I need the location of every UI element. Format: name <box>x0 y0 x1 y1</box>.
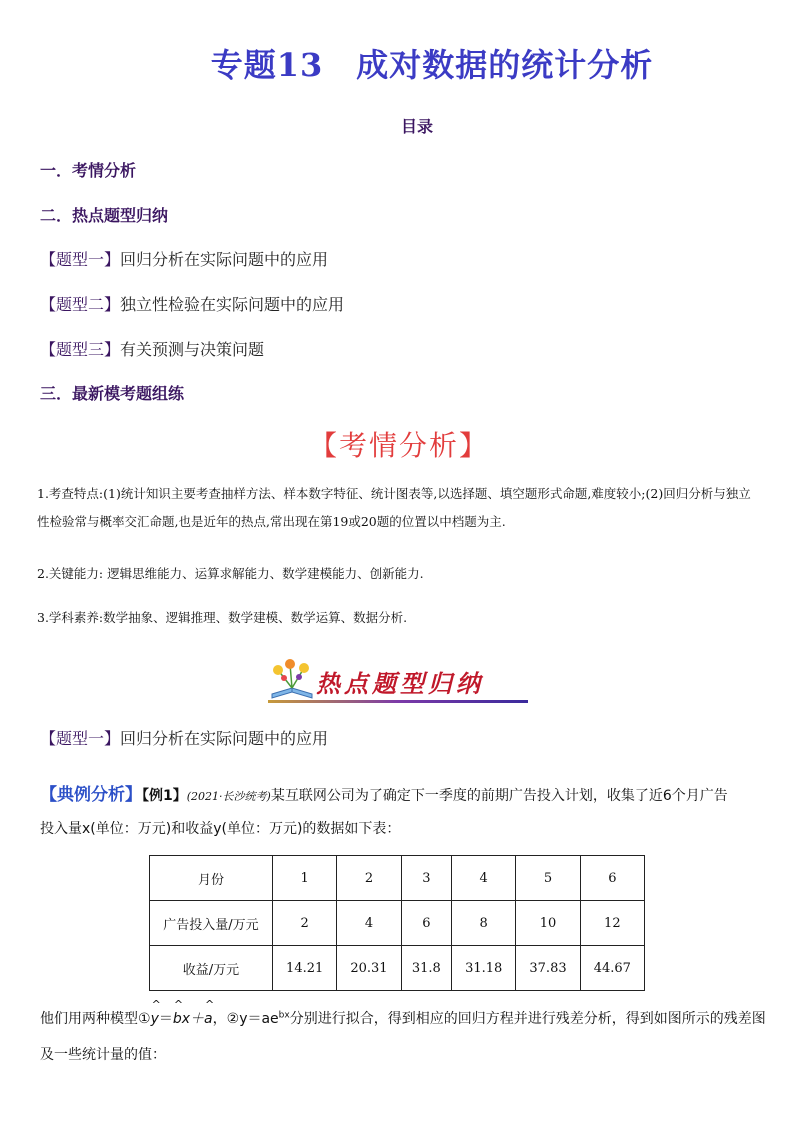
page-title: 专题13 成对数据的统计分析 <box>210 46 654 84</box>
model-description-line-1 <box>40 1008 766 1028</box>
table-cell: 10 <box>516 901 580 946</box>
table-cell: 2 <box>273 901 337 946</box>
table-cell: 4 <box>452 856 516 901</box>
toc-item-bracket: 【题型二】 <box>40 295 121 314</box>
toc-heading: 目录 <box>400 117 433 136</box>
emblem-underline <box>268 700 528 703</box>
model-1-x: x＋ <box>181 1011 205 1027</box>
table-cell: 5 <box>516 856 580 901</box>
table-cell: 20.31 <box>337 946 401 991</box>
model-1-eq: ＝ <box>158 1011 173 1027</box>
table-row-label: 收益/万元 <box>150 946 273 991</box>
table-cell: 8 <box>452 901 516 946</box>
toc-item-label: 有关预测与决策问题 <box>120 340 265 359</box>
toc-item-type3[interactable] <box>40 337 264 360</box>
toc-item-type1[interactable] <box>40 247 328 270</box>
table-cell: 12 <box>580 901 644 946</box>
table-cell: 3 <box>401 856 451 901</box>
toc-item-label: 独立性检验在实际问题中的应用 <box>120 295 345 314</box>
model-1-a: ^ a <box>204 1011 213 1027</box>
table-row <box>150 946 645 991</box>
table-cell: 31.18 <box>452 946 516 991</box>
model-post: 分别进行拟合，得到相应的回归方程并进行残差分析，得到如图所示的残差图 <box>289 1011 766 1027</box>
table-cell: 44.67 <box>580 946 644 991</box>
example-line-2: 投入量x(单位：万元)和收益y(单位：万元)的数据如下表： <box>40 821 401 837</box>
toc-item-bracket: 【题型一】 <box>40 250 121 269</box>
emblem-title: 热点题型归纳 <box>316 669 484 698</box>
model-2: ，②y＝ae <box>212 1011 279 1027</box>
table-row-label: 广告投入量/万元 <box>150 901 273 946</box>
table-cell: 6 <box>580 856 644 901</box>
toc-item-type2[interactable] <box>40 292 344 315</box>
table-cell: 37.83 <box>516 946 580 991</box>
toc-section-3[interactable]: 三．最新模考题组练 <box>40 384 185 403</box>
model-2-exponent: bx <box>278 1010 290 1021</box>
paragraph-exam-features: 1.考查特点:(1)统计知识主要考查抽样方法、样本数字特征、统计图表等,以选择题、填空题形式命题,难度较小;(2)回归分析与独立性检验常与概率交汇命题,也是近年的热点,常出现在第19或20题的位置以中档题为主. <box>37 486 751 529</box>
table-cell: 14.21 <box>273 946 337 991</box>
section-type1-label: 回归分析在实际问题中的应用 <box>120 729 329 748</box>
table-cell: 2 <box>337 856 401 901</box>
toc-section-1[interactable]: 一．考情分析 <box>40 161 137 180</box>
model-1-y: ^ y <box>151 1011 159 1027</box>
section-type1-heading <box>40 726 328 749</box>
section-type1-bracket: 【题型一】 <box>40 729 121 748</box>
example-text-1: 某互联网公司为了确定下一季度的前期广告投入计划，收集了近6个月广告 <box>270 788 728 804</box>
section-banner-exam-analysis: 【考情分析】 <box>308 429 489 462</box>
example-tag: 【典例分析】 <box>40 785 142 805</box>
model-1-b: ^ b <box>173 1011 182 1027</box>
table-row-label: 月份 <box>150 856 273 901</box>
table-row <box>150 901 645 946</box>
model-pre: 他们用两种模型① <box>40 1011 151 1027</box>
table-cell: 6 <box>401 901 451 946</box>
toc-item-label: 回归分析在实际问题中的应用 <box>120 250 329 269</box>
table-cell: 4 <box>337 901 401 946</box>
hot-topics-emblem <box>268 658 530 706</box>
example-source: (2021·长沙统考) <box>186 790 271 803</box>
table-row <box>150 856 645 901</box>
table-cell: 1 <box>273 856 337 901</box>
model-description-line-2: 及一些统计量的值： <box>40 1047 166 1063</box>
example-number: 【例1】 <box>142 788 187 804</box>
flower-book-icon <box>268 658 318 702</box>
table-cell: 31.8 <box>401 946 451 991</box>
toc-section-2[interactable]: 二．热点题型归纳 <box>40 206 169 225</box>
paragraph-key-abilities: 2.关键能力: 逻辑思维能力、运算求解能力、数学建模能力、创新能力. <box>37 566 424 581</box>
toc-item-bracket: 【题型三】 <box>40 340 121 359</box>
data-table <box>149 855 645 991</box>
example-line-1 <box>40 780 728 805</box>
paragraph-literacy: 3.学科素养:数学抽象、逻辑推理、数学建模、数学运算、数据分析. <box>37 610 408 625</box>
